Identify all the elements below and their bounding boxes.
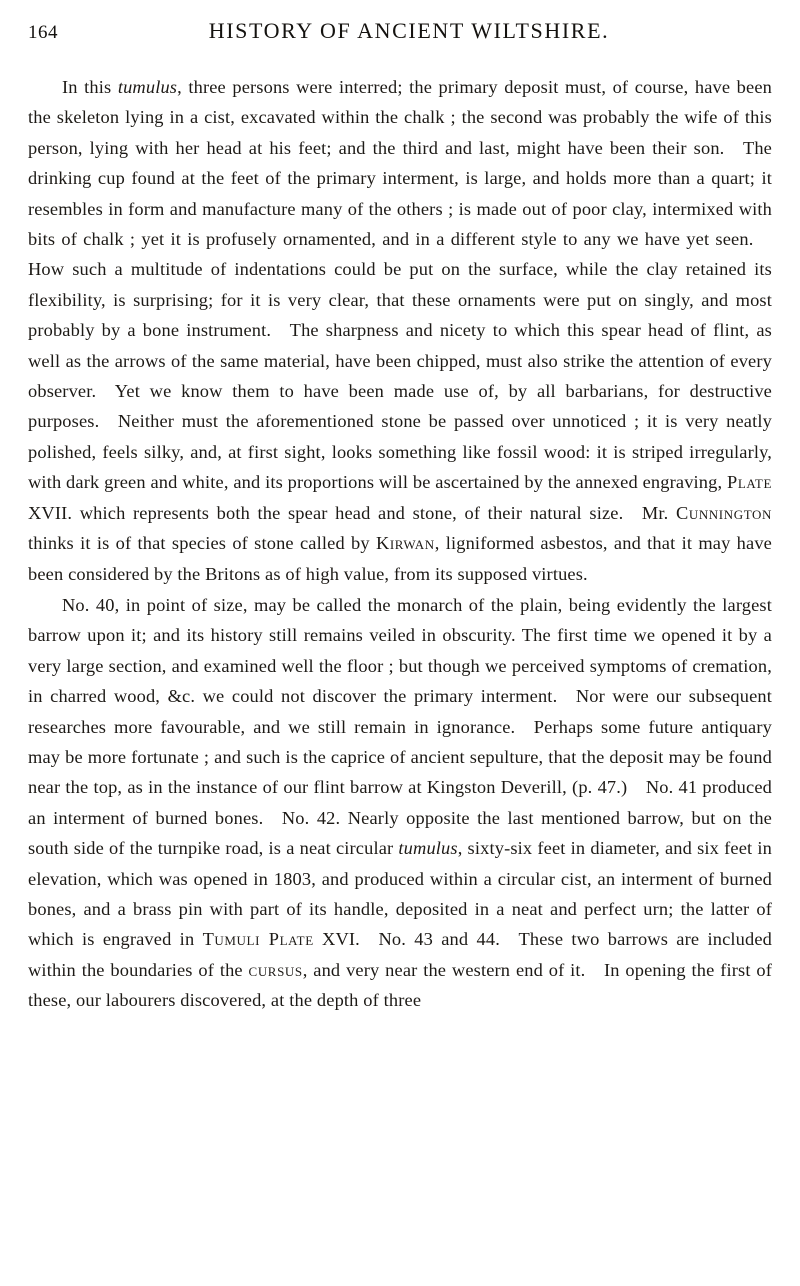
paragraph-2-smallcaps-2: cursus bbox=[248, 959, 303, 980]
running-title: HISTORY OF ANCIENT WILTSHIRE. bbox=[208, 18, 610, 43]
paragraph-1-smallcaps-2: Cunnington bbox=[675, 502, 772, 523]
body-text bbox=[28, 72, 772, 1016]
paragraph-1-segment-1: In this bbox=[62, 77, 118, 97]
page-number: 164 bbox=[28, 22, 58, 43]
paragraph-1-smallcaps-1: Plate bbox=[727, 472, 772, 493]
paragraph-2-segment-4: , and very near the western end of it. In opening the first of these, our labourers discovered, at the depth of three bbox=[28, 959, 772, 1011]
paragraph-1-segment-2: , three persons were interred; the primary deposit must, of course, have been the skeleton lying in a cist, excavated within the chalk ; the second was probably the wife of this person, lying with her head at his feet; and the third and last, might have been their son. The drinking cup found at the feet of the primary interment, is large, and holds more than a quart; it resembles in form and manufacture many of the others ; is made out of poor clay, intermixed with bits of chalk ; yet it is profusely ornamented, and in a different style to any we have yet seen. How such a multitude of indentations could be put on the surface, while the clay retained its flexibility, is surprising; for it is very clear, that these ornaments were put on singly, and most probably by a bone instrument. The sharpness and nicety to which this spear head of flint, as well as the arrows of the same material, have been chipped, must also strike the attention of every observer. Yet we know them to have been made use of, by all barbarians, for destructive purposes. Neither must the aforementioned stone be passed over unnoticed ; it is very neatly polished, feels silky, and, at first sight, looks something like fossil wood: it is striped irregularly, with dark green and white, and its proportions will be ascertained by the annexed engraving, bbox=[28, 77, 772, 493]
paragraph-2-smallcaps-1: Tumuli Plate bbox=[202, 929, 314, 950]
paragraph-2-segment-1: No. 40, in point of size, may be called the monarch of the plain, being evidently the largest barrow upon it; and its history still remains veiled in obscurity. The first time we opened it by a very large section, and examined well the floor ; but though we perceived symptoms of cremation, in charred wood, &c. we could not discover the primary interment. Nor were our subsequent researches more favourable, and we still remain in ignorance. Perhaps some future antiquary may be more fortunate ; and such is the caprice of ancient sepulture, that the deposit may be found near the top, as in the instance of our flint barrow at Kingston Deverill, (p. 47.) No. 41 produced an interment of burned bones. No. 42. Nearly opposite the last mentioned barrow, but on the south side of the turnpike road, is a neat circular bbox=[28, 594, 772, 859]
paragraph-2-italic-1: tumulus bbox=[398, 838, 458, 859]
page-header bbox=[28, 18, 772, 58]
paragraph-1-italic-1: tumulus bbox=[117, 77, 178, 97]
paragraph-2 bbox=[28, 590, 772, 1016]
paragraph-1-segment-4: thinks it is of that species of stone called by bbox=[28, 533, 376, 554]
paragraph-1-smallcaps-3: Kirwan bbox=[375, 533, 435, 554]
paragraph-2-segment-2: , sixty-six feet in diameter, and six feet in elevation, which was opened in 1803, and produced within a circular cist, an interment of burned bones, and a brass pin with part of its handle, deposited in a neat and perfect urn; the latter of which is engraved in bbox=[28, 838, 772, 950]
paragraph-1-segment-5: , ligniformed asbestos, and that it may have been considered by the Britons as of high value, from its supposed virtues. bbox=[28, 533, 772, 584]
paragraph-2-segment-3: XVI. No. 43 and 44. These two barrows are included within the boundaries of the bbox=[28, 929, 773, 980]
paragraph-1 bbox=[28, 72, 772, 589]
paragraph-1-segment-3: XVII. which represents both the spear head and stone, of their natural size. Mr. bbox=[28, 502, 676, 523]
